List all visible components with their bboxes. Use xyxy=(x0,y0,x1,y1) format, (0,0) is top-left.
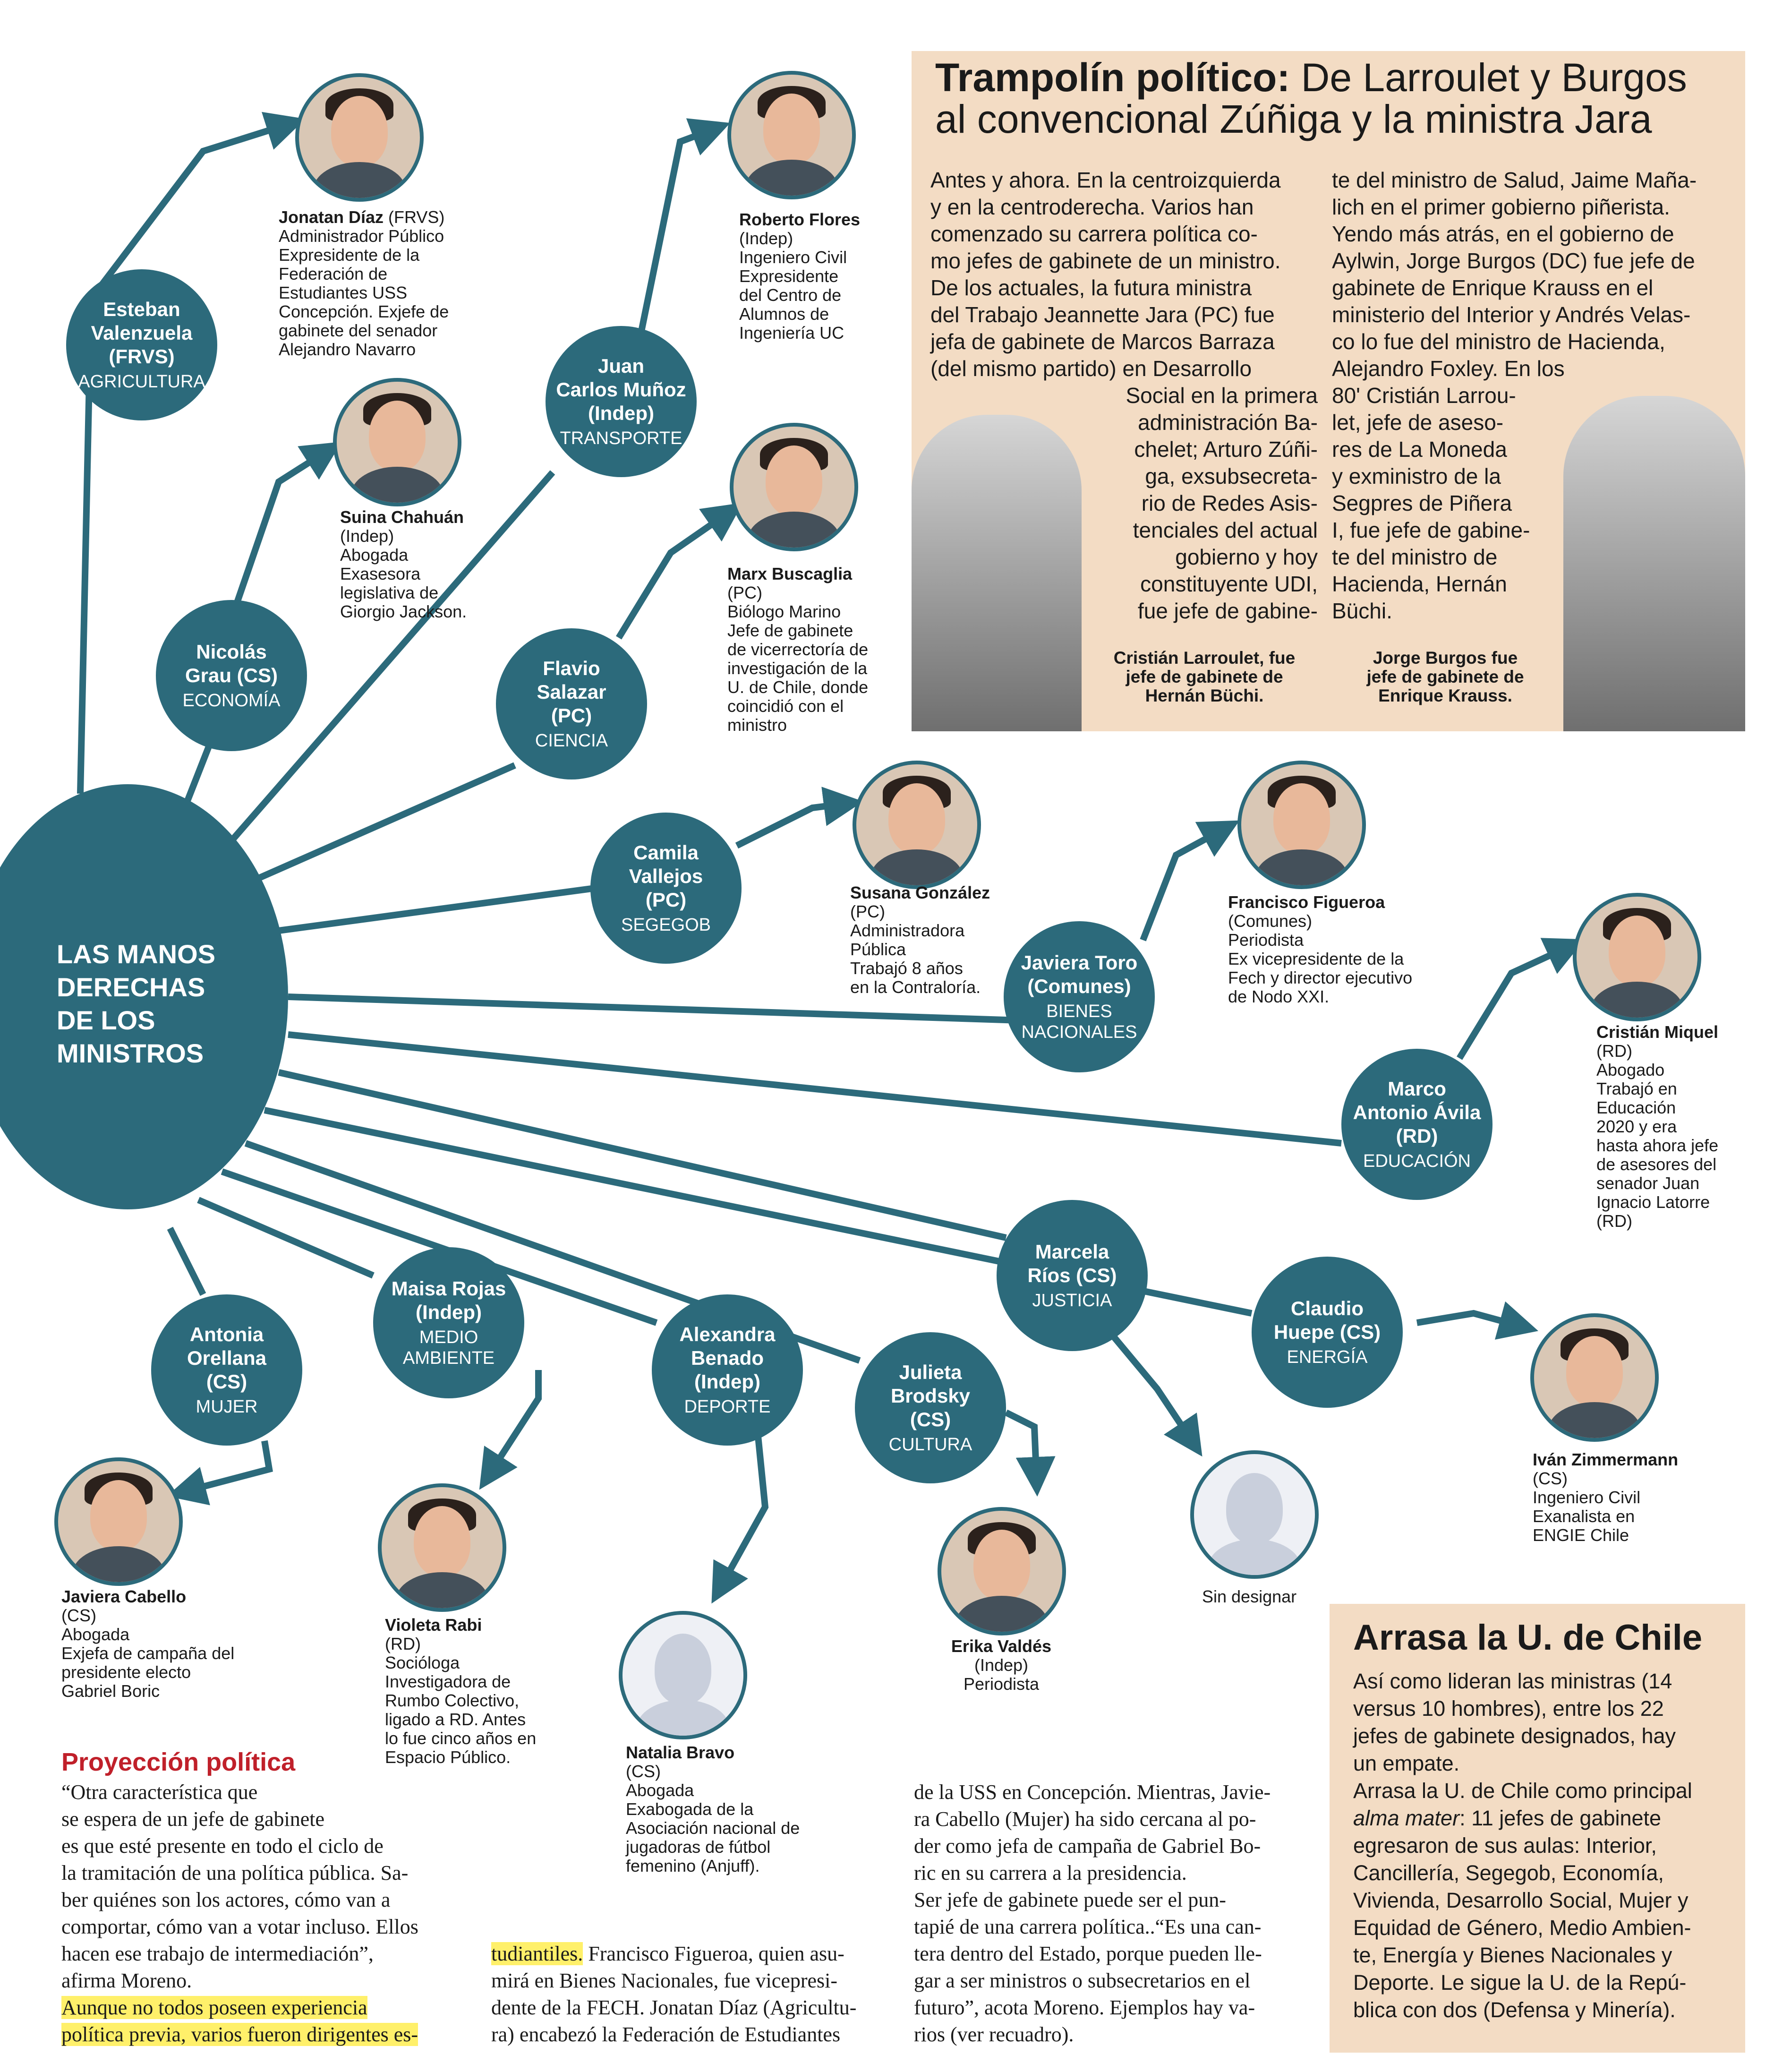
sidebar-trampolin xyxy=(912,51,1745,731)
minister-name: Camila Vallejos (PC) xyxy=(629,841,703,911)
highlight-text: tudiantiles. xyxy=(491,1942,583,1965)
ministry-label: ENERGÍA xyxy=(1287,1347,1368,1367)
minister-medio-ambiente xyxy=(373,1247,524,1398)
chief-name: Jonatan Díaz xyxy=(279,207,384,227)
ministry-label: CULTURA xyxy=(888,1435,972,1455)
chief-name: Francisco Figueroa xyxy=(1228,892,1385,912)
minister-name: Julieta Brodsky (CS) xyxy=(890,1361,971,1430)
minister-cultura xyxy=(855,1332,1006,1483)
chief-party: (Indep) xyxy=(974,1655,1029,1675)
minister-ciencia xyxy=(496,628,647,779)
avatar xyxy=(730,423,858,551)
minister-deporte xyxy=(652,1294,803,1446)
minister-name: Maisa Rojas (Indep) xyxy=(391,1277,506,1323)
chief-party: (PC) xyxy=(850,902,885,921)
chief-name: Susana González xyxy=(850,883,990,902)
chief-name: Erika Valdés xyxy=(951,1636,1052,1656)
minister-justicia xyxy=(997,1200,1148,1351)
article-col3: de la USS en Concepción. Mientras, Javie- ra Cabello (Mujer) ha sido cercana al po- der como jefa de campaña de Gabriel Bo- ric en su carrera a la presidencia. Ser jefe de gabinete puede ser el pun- tapié de una carrera política..“Es una can- tera dentro del Estado, porque pueden lle- gar a ser ministros o subsecretarios en el futuro”, acota Moreno. Ejemplos hay va- rios (ver recuadro). xyxy=(914,1781,1271,2046)
minister-name: Claudio Huepe (CS) xyxy=(1273,1297,1381,1343)
avatar xyxy=(853,761,981,889)
avatar xyxy=(1530,1313,1659,1442)
chief-desc: Periodista xyxy=(963,1674,1040,1694)
box-col1-bottom: Social en la primera administración Ba- chelet; Arturo Zúñi- ga, exsubsecreta- rio de Redes Asis- tenciales del actual gobierno y hoy constituyente UDI, fue jefe de gabine- xyxy=(1126,383,1318,623)
avatar xyxy=(54,1457,183,1586)
chief-party: (Indep) xyxy=(739,229,793,248)
chief-desc: Abogada Exjefa de campaña del presidente electo Gabriel Boric xyxy=(61,1625,235,1701)
chief-name: Natalia Bravo xyxy=(626,1743,735,1762)
minister-name: Flavio Salazar (PC) xyxy=(537,657,606,727)
larroulet-photo xyxy=(912,415,1082,731)
avatar xyxy=(938,1507,1066,1635)
article-heading: Proyección política xyxy=(61,1748,296,1776)
ministry-label: SEGEGOB xyxy=(621,915,711,935)
chief-info xyxy=(727,565,916,735)
chief-info xyxy=(1596,1023,1766,1231)
chief-party: (Comunes) xyxy=(1228,911,1313,931)
box2-text-1: Así como lideran las ministras (14 versus 10 hombres), entre los 22 jefes de gabinete designados, hay un empate. Arrasa la U. de Chile como principal xyxy=(1353,1669,1692,1803)
minister-mujer xyxy=(151,1294,302,1446)
chief-party: (Indep) xyxy=(340,526,394,546)
chief-name: Javiera Cabello xyxy=(61,1587,187,1606)
chief-party: (CS) xyxy=(626,1762,661,1781)
minister-name: Juan Carlos Muñoz (Indep) xyxy=(556,355,686,424)
chief-desc: Periodista Ex vicepresidente de la Fech y director ejecutivo de Nodo XXI. xyxy=(1228,930,1413,1006)
chief-name: Violeta Rabi xyxy=(385,1615,482,1635)
article-col1: “Otra característica que se espera de un jefe de gabinete es que esté presente en todo el ciclo de la tramitación de una política pública. Sa- ber quiénes son los actores, cómo van a comportar, cómo van a votar incluso. Ellos hacen ese trabajo de intermediación”, afirma Moreno. xyxy=(61,1781,418,1992)
avatar-placeholder xyxy=(1190,1450,1319,1579)
burgos-photo xyxy=(1563,396,1745,731)
box2-title: Arrasa la U. de Chile xyxy=(1353,1618,1703,1658)
chief-party: (CS) xyxy=(1533,1469,1568,1488)
ministry-label: CIENCIA xyxy=(535,731,608,751)
ministry-label: EDUCACIÓN xyxy=(1363,1151,1471,1171)
minister-agricultura xyxy=(66,269,217,420)
chief-info xyxy=(61,1587,288,1701)
chief-desc: Sin designar xyxy=(1202,1587,1297,1606)
avatar-placeholder xyxy=(619,1611,747,1739)
minister-educacion xyxy=(1341,1049,1492,1200)
caption-burgos: Jorge Burgos fue jefe de gabinete de Enrique Krauss. xyxy=(1366,648,1524,705)
minister-name: Alexandra Benado (Indep) xyxy=(679,1323,776,1393)
article-col2 xyxy=(491,1940,893,2048)
chief-info xyxy=(279,208,486,359)
ministry-label: DEPORTE xyxy=(684,1397,771,1417)
avatar xyxy=(727,71,856,199)
ministry-label: JUSTICIA xyxy=(1032,1291,1112,1310)
chief-desc: Abogado Trabajó en Educación 2020 y era hasta ahora jefe de asesores del senador Juan Ignacio Latorre (RD) xyxy=(1596,1060,1719,1231)
chief-info xyxy=(340,508,510,621)
chief-name: Marx Buscaglia xyxy=(727,564,853,583)
chief-name: Suina Chahuán xyxy=(340,507,464,527)
chief-info xyxy=(1228,893,1464,1006)
minister-transporte xyxy=(546,326,697,477)
ministry-label: ECONOMÍA xyxy=(182,691,281,711)
chief-desc: Administradora Pública Trabajó 8 años en la Contraloría. xyxy=(850,921,981,997)
box-title xyxy=(935,57,1738,140)
minister-name: Marcela Ríos (CS) xyxy=(1027,1241,1117,1286)
minister-name: Javiera Toro (Comunes) xyxy=(1021,951,1138,997)
chief-desc: Ingeniero Civil Expresidente del Centro de Alumnos de Ingeniería UC xyxy=(739,248,847,342)
chief-party: (RD) xyxy=(1596,1041,1632,1061)
chief-info xyxy=(385,1616,583,1767)
chief-desc: Biólogo Marino Jefe de gabinete de vicerrectoría de investigación de la U. de Chile, donde coincidió con el ministro xyxy=(727,602,869,735)
chief-party: (FRVS) xyxy=(384,207,445,227)
minister-energia xyxy=(1252,1257,1403,1408)
chief-desc: Socióloga Investigadora de Rumbo Colectivo, ligado a RD. Antes lo fue cinco años en Espacio Público. xyxy=(385,1653,537,1767)
highlight-text: Aunque no todos poseen experiencia política previa, varios fueron dirigentes es- xyxy=(61,1996,418,2046)
chief-party: (CS) xyxy=(61,1606,96,1625)
chief-info xyxy=(739,210,938,342)
box2-text xyxy=(1353,1668,1740,2024)
chief-party: (RD) xyxy=(385,1634,421,1653)
box-col2-top: te del ministro de Salud, Jaime Maña- lich en el primer gobierno piñerista. Yendo más atrás, en el gobierno de Aylwin, Jorge Burgos (DC) fue jefe de gabinete de Enrique Krauss en el ministerio del Interior y Andrés Velas- co lo fue del ministro de Hacienda, Alejandro Foxley. En los xyxy=(1332,168,1697,381)
box-col1-top: Antes y ahora. En la centroizquierda y en la centroderecha. Varios han comenzado su carrera política co- mo jefes de gabinete de un ministro. De los actuales, la futura ministra del Trabajo Jeannette Jara (PC) fue jefa de gabinete de Marcos Barraza (del mismo partido) en Desarrollo xyxy=(930,168,1281,381)
article-col1-highlight xyxy=(61,1994,463,2048)
box2-italic: alma mater xyxy=(1353,1806,1460,1830)
avatar xyxy=(295,73,424,202)
box2-text-2: : 11 jefes de gabinete egresaron de sus aulas: Interior, Cancillería, Segegob, Economía, Vivienda, Desarrollo Social, Mujer y Equidad de Género, Medio Ambien- te, Energía y Bienes Nacionales y Deporte. Le sigue la U. de la Repú- blica con dos (Defensa y Minería). xyxy=(1353,1806,1691,2022)
sidebar-arrasa xyxy=(1330,1604,1745,2053)
box-col2-bottom: 80' Cristián Larrou- let, jefe de aseso- res de La Moneda y exministro de la Segpres de Piñera I, fue jefe de gabine- te del ministro de Hacienda, Hernán Büchi. xyxy=(1332,383,1530,623)
box-title-bold: Trampolín político: xyxy=(935,55,1290,100)
avatar xyxy=(378,1483,506,1612)
article-col2-text: Francisco Figueroa, quien asu- mirá en Bienes Nacionales, fue vicepresi- dente de la FECH. Jonatan Díaz (Agricultu- ra) encabezó la Federación de Estudiantes xyxy=(491,1942,857,2046)
ministry-label: BIENES NACIONALES xyxy=(1021,1002,1137,1042)
chief-info xyxy=(850,883,1030,997)
chief-info xyxy=(1533,1450,1731,1545)
chief-party: (PC) xyxy=(727,583,762,602)
chief-name: Roberto Flores xyxy=(739,210,861,229)
chief-info xyxy=(626,1743,843,1875)
hub-title: LAS MANOS DERECHAS DE LOS MINISTROS xyxy=(57,939,215,1068)
chief-name: Cristián Miquel xyxy=(1596,1022,1719,1042)
chief-info xyxy=(1202,1587,1344,1606)
box-title-rest: De Larroulet y Burgos al convencional Zúñiga y la ministra Jara xyxy=(935,55,1687,141)
chief-info xyxy=(930,1637,1072,1694)
avatar xyxy=(1573,893,1701,1021)
chief-desc: Ingeniero Civil Exanalista en ENGIE Chile xyxy=(1533,1488,1641,1545)
avatar xyxy=(1237,761,1366,889)
minister-segegob xyxy=(590,813,742,964)
minister-name: Antonia Orellana (CS) xyxy=(187,1323,267,1393)
ministry-label: TRANSPORTE xyxy=(560,428,682,448)
minister-name: Esteban Valenzuela (FRVS) xyxy=(91,298,193,368)
chief-name: Iván Zimmermann xyxy=(1533,1450,1679,1469)
chief-desc: Abogada Exasesora legislativa de Giorgio Jackson. xyxy=(340,545,467,621)
chief-desc: Abogada Exabogada de la Asociación nacional de jugadoras de fútbol femenino (Anjuff). xyxy=(626,1781,800,1875)
ministry-label: AGRICULTURA xyxy=(78,372,205,392)
minister-name: Nicolás Grau (CS) xyxy=(185,641,278,686)
caption-larroulet: Cristián Larroulet, fue jefe de gabinete de Hernán Büchi. xyxy=(1113,648,1296,705)
minister-economia xyxy=(156,600,307,751)
ministry-label: MUJER xyxy=(196,1397,258,1417)
minister-name: Marco Antonio Ávila (RD) xyxy=(1353,1078,1481,1147)
ministry-label: MEDIO AMBIENTE xyxy=(402,1327,495,1368)
avatar xyxy=(333,378,461,506)
chief-desc: Administrador Público Expresidente de la Federación de Estudiantes USS Concepción. Exjefe de gabinete del senador Alejandro Navarro xyxy=(279,226,449,359)
